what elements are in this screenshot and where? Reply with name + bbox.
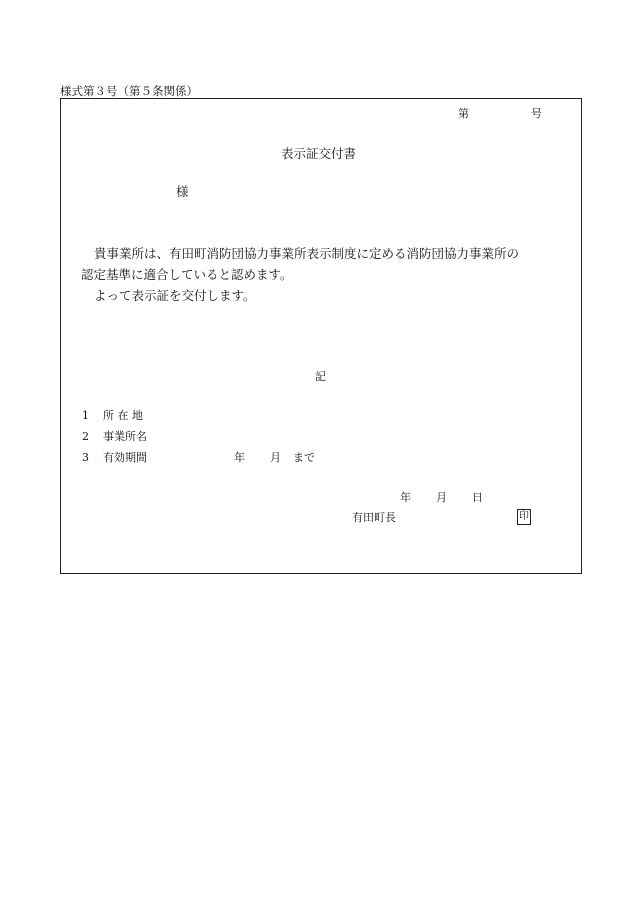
date-year: 年 bbox=[400, 491, 411, 504]
item-1-label: 所 在 地 bbox=[103, 409, 143, 422]
validity-year: 年 bbox=[234, 451, 245, 464]
item-1-number: 1 bbox=[82, 409, 89, 422]
date-day: 日 bbox=[472, 491, 483, 504]
validity-month: 月 bbox=[270, 451, 281, 464]
form-label: 様式第３号（第５条関係） bbox=[60, 84, 198, 98]
document-frame bbox=[60, 98, 582, 574]
body-line-3: よって表示証を交付します。 bbox=[94, 288, 256, 303]
item-3-label: 有効期間 bbox=[103, 451, 147, 464]
item-2-number: 2 bbox=[82, 430, 89, 443]
issuer-name: 有田町長 bbox=[352, 511, 396, 524]
ki-heading: 記 bbox=[315, 370, 326, 383]
number-prefix: 第 bbox=[458, 107, 469, 120]
item-2-label: 事業所名 bbox=[103, 430, 147, 443]
date-month: 月 bbox=[436, 491, 447, 504]
addressee-suffix: 様 bbox=[176, 184, 189, 199]
item-3-number: 3 bbox=[82, 451, 89, 464]
validity-until: まで bbox=[293, 451, 315, 464]
body-line-2: 認定基準に適合していると認めます。 bbox=[81, 267, 293, 282]
document-title: 表示証交付書 bbox=[281, 146, 357, 161]
seal-mark: 印 bbox=[517, 509, 531, 525]
body-line-1: 貴事業所は、有田町消防団協力事業所表示制度に定める消防団協力事業所の bbox=[94, 246, 520, 261]
number-suffix: 号 bbox=[531, 107, 542, 120]
